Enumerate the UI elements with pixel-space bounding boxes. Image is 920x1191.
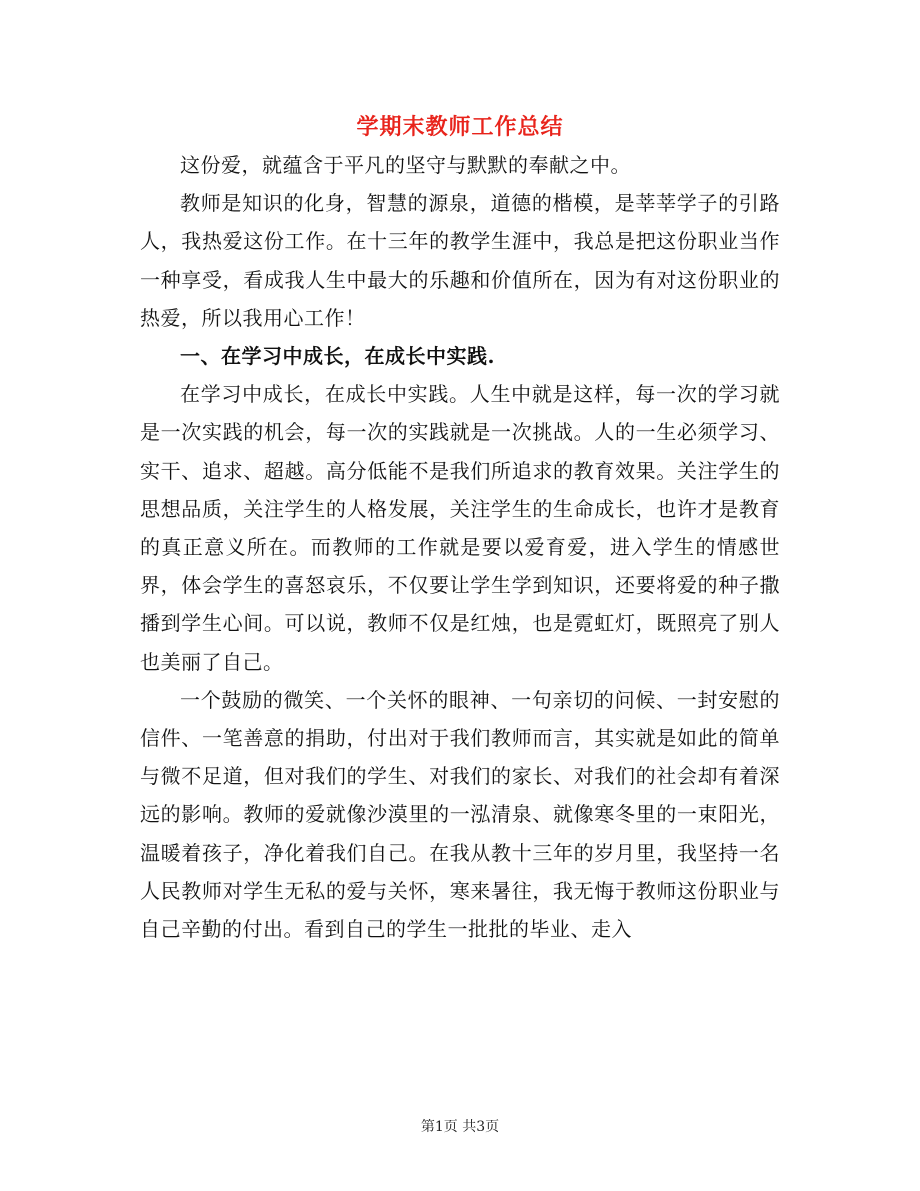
page-number: 第1页 共3页: [420, 1119, 500, 1135]
paragraph-teacher-role: 教师是知识的化身，智慧的源泉，道德的楷模，是莘莘学子的引路人，我热爱这份工作。在十三年的教学生涯中，我总是把这份职业当作一种享受，看成我人生中最大的乐趣和价值所在，因为有对这份职业的热爱，所以我用心工作！: [140, 191, 780, 330]
paragraph-intro: 这份爱，就蕴含于平凡的坚守与默默的奉献之中。: [180, 153, 631, 177]
paragraph-care-impact: 一个鼓励的微笑、一个关怀的眼神、一句亲切的问候、一封安慰的信件、一笔善意的捐助，付出对于我们教师而言，其实就是如此的简单与微不足道，但对我们的学生、对我们的家长、对我们的社会却有着深远的影响。教师的爱就像沙漠里的一泓清泉、就像寒冬里的一束阳光，温暖着孩子，净化着我们自己。在我从教十三年的岁月里，我坚持一名人民教师对学生无私的爱与关怀，寒来暑往，我无悔于教师这份职业与自己辛勤的付出。看到自己的学生一批批的毕业、走入: [140, 687, 780, 942]
document-title: 学期末教师工作总结: [356, 114, 564, 140]
paragraph-learning-growth: 在学习中成长，在成长中实践。人生中就是这样，每一次的学习就是一次实践的机会，每一次的实践就是一次挑战。人的一生必须学习、实干、追求、超越。高分低能不是我们所追求的教育效果。关注学生的思想品质，关注学生的人格发展，关注学生的生命成长，也许才是教育的真正意义所在。而教师的工作就是要以爱育爱，进入学生的情感世界，体会学生的喜怒哀乐，不仅要让学生学到知识，还要将爱的种子撒播到学生心间。可以说，教师不仅是红烛，也是霓虹灯，既照亮了别人也美丽了自己。: [140, 382, 780, 674]
document-body: [140, 146, 780, 948]
section-heading-1: 一、在学习中成长，在成长中实践.: [180, 344, 495, 369]
